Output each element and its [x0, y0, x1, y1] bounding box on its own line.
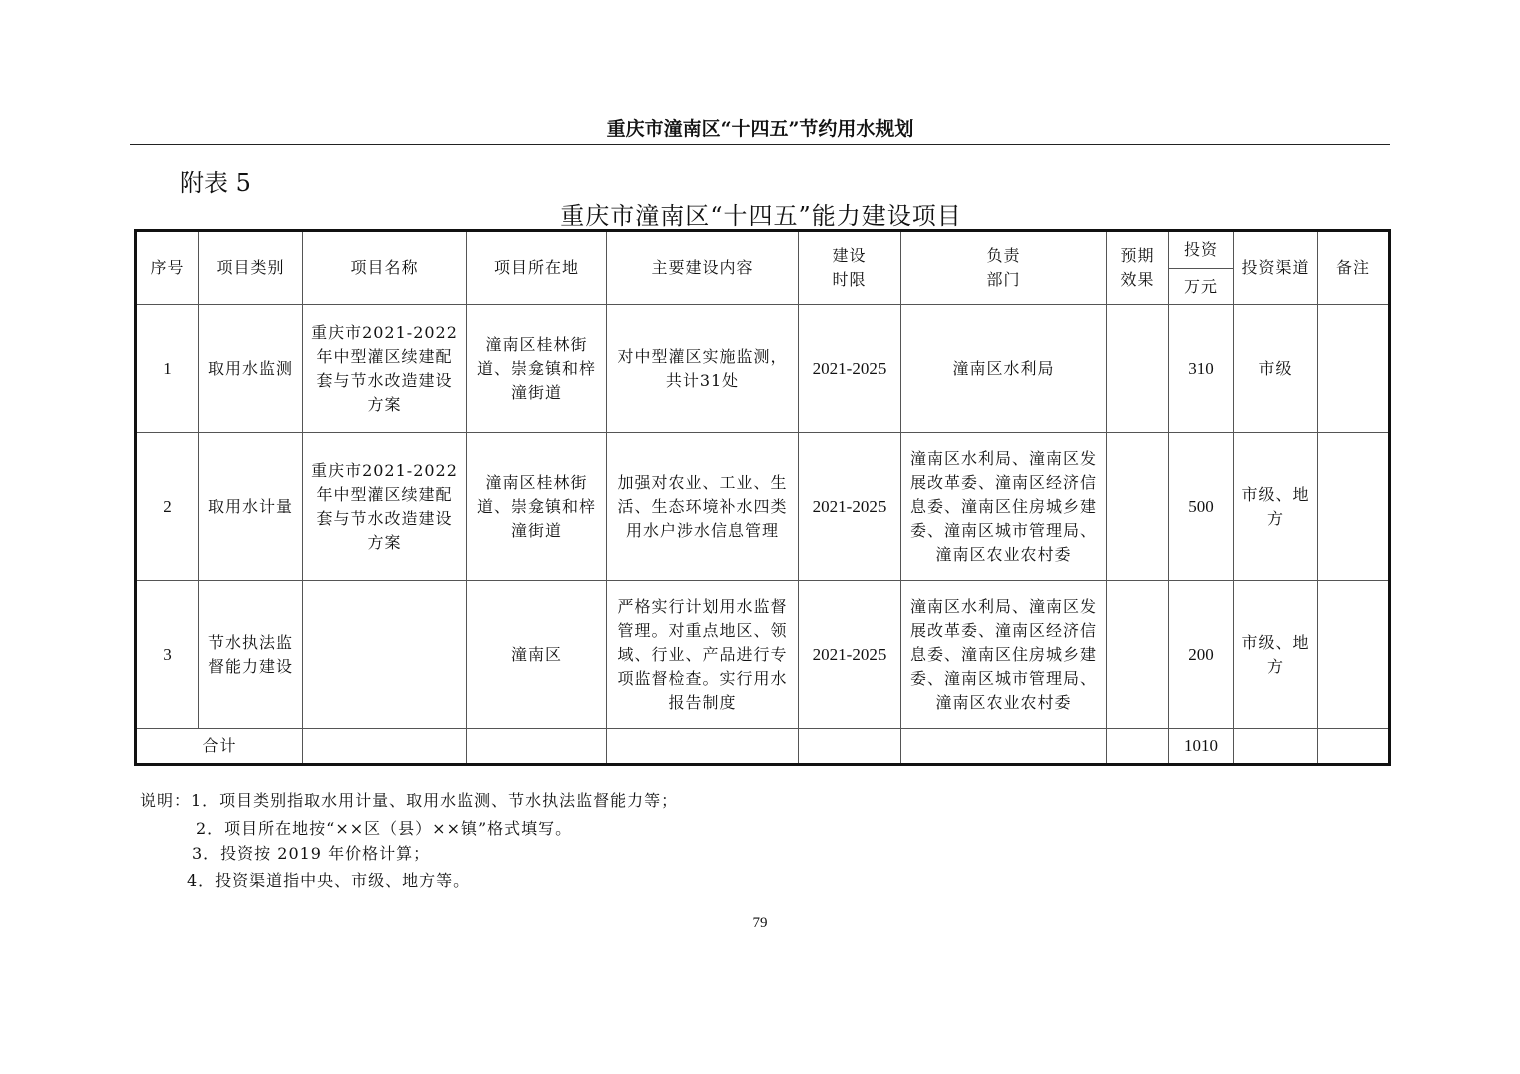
total-empty-cell: [303, 729, 467, 765]
cell-name: 重庆市2021-2022年中型灌区续建配套与节水改造建设方案: [303, 305, 467, 433]
total-empty-cell: [1318, 729, 1390, 765]
note-line-3: 3．投资按 2019 年价格计算；: [192, 844, 431, 863]
cell-remark: [1318, 581, 1390, 729]
header-dept: [901, 231, 1107, 305]
header-row: [136, 231, 1390, 269]
header-name: 项目名称: [303, 231, 467, 305]
header-effect-line2: 效果: [1120, 270, 1155, 289]
cell-period: 2021-2025: [799, 581, 901, 729]
total-label: 合计: [136, 729, 303, 765]
header-dept-line2: 部门: [986, 270, 1021, 289]
header-period: [799, 231, 901, 305]
total-empty-cell: [799, 729, 901, 765]
total-row: [136, 729, 1390, 765]
cell-channel: 市级、地方: [1234, 581, 1318, 729]
cell-seq: 2: [136, 433, 199, 581]
total-invest: 1010: [1169, 729, 1234, 765]
cell-location: 潼南区: [467, 581, 607, 729]
table-row: [136, 581, 1390, 729]
cell-period: 2021-2025: [799, 305, 901, 433]
cell-invest: 200: [1169, 581, 1234, 729]
header-period-line2: 时限: [832, 270, 867, 289]
header-channel: 投资渠道: [1234, 231, 1318, 305]
header-seq: 序号: [136, 231, 199, 305]
note-line-1: 说明：1．项目类别指取水用计量、取用水监测、节水执法监督能力等；: [140, 791, 679, 810]
header-category: 项目类别: [199, 231, 303, 305]
total-empty-cell: [467, 729, 607, 765]
cell-name: 重庆市2021-2022年中型灌区续建配套与节水改造建设方案: [303, 433, 467, 581]
header-content: 主要建设内容: [607, 231, 799, 305]
running-header: 重庆市潼南区“十四五”节约用水规划: [130, 114, 1390, 145]
page-number: 79: [752, 915, 768, 931]
cell-content: 加强对农业、工业、生活、生态环境补水四类用水户涉水信息管理: [607, 433, 799, 581]
cell-dept: 潼南区水利局、潼南区发展改革委、潼南区经济信息委、潼南区住房城乡建委、潼南区城市管理局、潼南区农业农村委: [901, 433, 1107, 581]
cell-seq: 3: [136, 581, 199, 729]
cell-content: 严格实行计划用水监督管理。对重点地区、领域、行业、产品进行专项监督检查。实行用水报告制度: [607, 581, 799, 729]
table-row: [136, 433, 1390, 581]
cell-location: 潼南区桂林街道、崇龛镇和梓潼街道: [467, 305, 607, 433]
cell-category: 取用水计量: [199, 433, 303, 581]
cell-seq: 1: [136, 305, 199, 433]
total-empty-cell: [901, 729, 1107, 765]
cell-category: 取用水监测: [199, 305, 303, 433]
cell-remark: [1318, 305, 1390, 433]
cell-remark: [1318, 433, 1390, 581]
header-remark: 备注: [1318, 231, 1390, 305]
cell-effect: [1107, 433, 1169, 581]
cell-location: 潼南区桂林街道、崇龛镇和梓潼街道: [467, 433, 607, 581]
cell-channel: 市级、地方: [1234, 433, 1318, 581]
cell-channel: 市级: [1234, 305, 1318, 433]
note-line-4: 4．投资渠道指中央、市级、地方等。: [187, 871, 471, 890]
total-empty-cell: [607, 729, 799, 765]
header-invest-unit: 万元: [1169, 269, 1234, 305]
header-effect: [1107, 231, 1169, 305]
cell-effect: [1107, 305, 1169, 433]
header-period-line1: 建设: [832, 246, 867, 265]
cell-content: 对中型灌区实施监测，共计31处: [607, 305, 799, 433]
table-title: 重庆市潼南区“十四五”能力建设项目: [560, 202, 962, 230]
header-dept-line1: 负责: [986, 246, 1021, 265]
total-empty-cell: [1234, 729, 1318, 765]
cell-invest: 500: [1169, 433, 1234, 581]
cell-effect: [1107, 581, 1169, 729]
cell-period: 2021-2025: [799, 433, 901, 581]
total-empty-cell: [1107, 729, 1169, 765]
table-row: [136, 305, 1390, 433]
header-invest: 投资: [1169, 231, 1234, 269]
header-effect-line1: 预期: [1120, 246, 1155, 265]
header-location: 项目所在地: [467, 231, 607, 305]
cell-invest: 310: [1169, 305, 1234, 433]
cell-category: 节水执法监督能力建设: [199, 581, 303, 729]
attachment-label: 附表 5: [180, 169, 251, 197]
cell-dept: 潼南区水利局: [901, 305, 1107, 433]
cell-dept: 潼南区水利局、潼南区发展改革委、潼南区经济信息委、潼南区住房城乡建委、潼南区城市管理局、潼南区农业农村委: [901, 581, 1107, 729]
projects-table: [134, 229, 1391, 766]
cell-name: [303, 581, 467, 729]
note-line-2: 2．项目所在地按“××区（县）××镇”格式填写。: [196, 819, 573, 838]
